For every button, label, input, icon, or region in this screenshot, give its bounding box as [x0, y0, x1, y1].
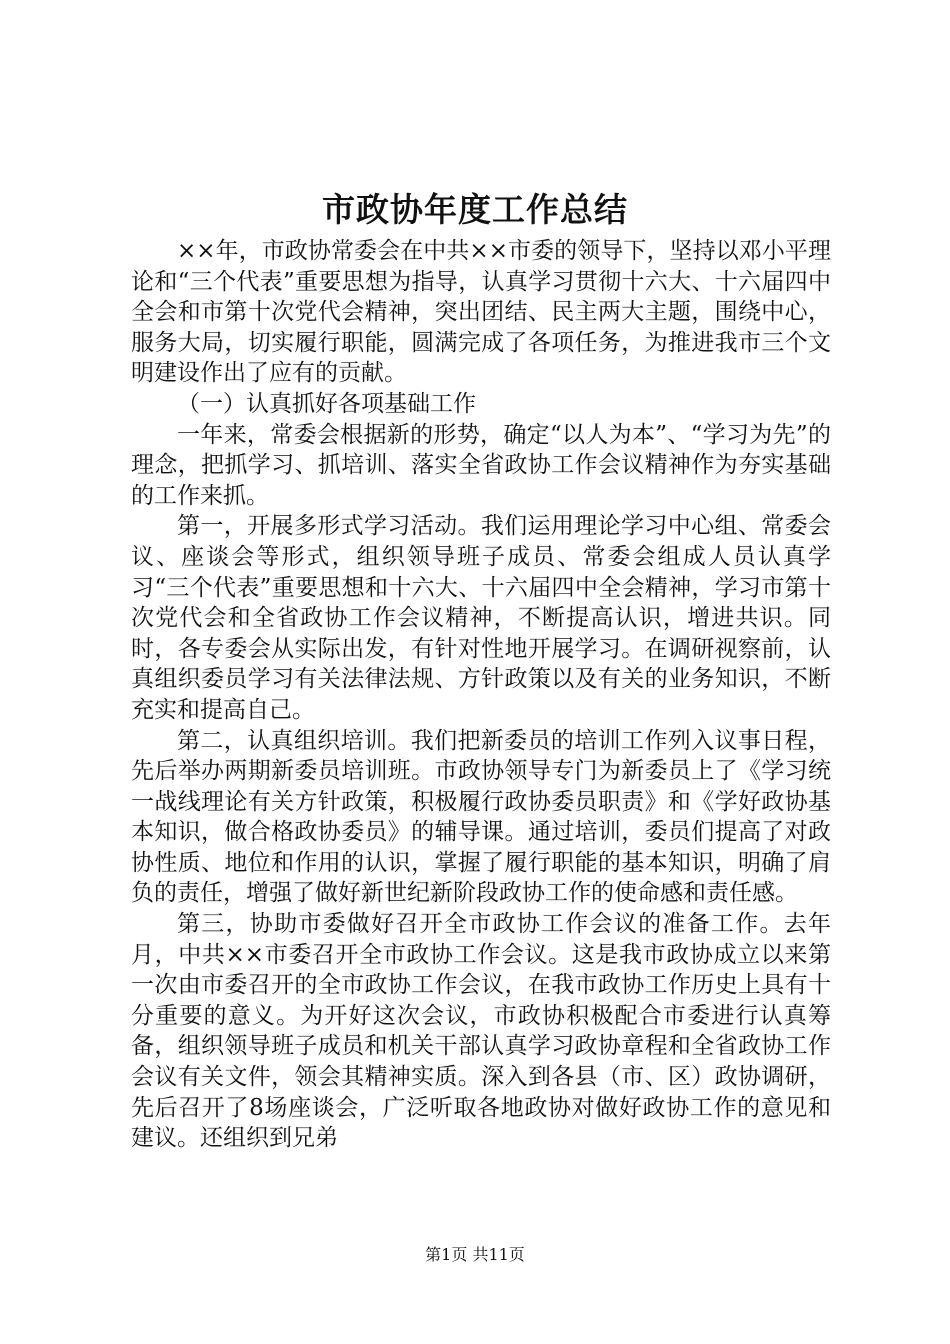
paragraph-third: 第三，协助市委做好召开全市政协工作会议的准备工作。去年月，中共××市委召开全市政协工作会议。这是我市政协成立以来第一次由市委召开的全市政协工作会议，在我市政协工作历史上具有十分重要的意义。为开好这次会议，市政协积极配合市委进行认真筹备，组织领导班子成员和机关干部认真学习政协章程和全省政协工作会议有关文件，领会其精神实质。深入到各县（市、区）政协调研，先后召开了8场座谈会，广泛听取各地政协对做好政协工作的意见和建议。还组织到兄弟 [131, 911, 831, 1152]
paragraph-first: 第一，开展多形式学习活动。我们运用理论学习中心组、常委会议、座谈会等形式，组织领导班子成员、常委会组成人员认真学习“三个代表”重要思想和十六大、十六届四中全会精神，学习市第十次党代会和全省政协工作会议精神，不断提高认识，增进共识。同时，各专委会从实际出发，有针对性地开展学习。在调研视察前，认真组织委员学习有关法律法规、方针政策以及有关的业务知识，不断充实和提高自己。 [131, 513, 831, 723]
page-number: 第1页 共11页 [425, 1245, 525, 1264]
document-title: 市政协年度工作总结 [322, 190, 628, 229]
paragraph-intro: ××年，市政协常委会在中共××市委的领导下，坚持以邓小平理论和“三个代表”重要思想为指导，认真学习贯彻十六大、十六届四中全会和市第十次党代会精神，突出团结、民主两大主题，围绕中心，服务大局，切实履行职能，圆满完成了各项任务，为推进我市三个文明建设作出了应有的贡献。 [131, 238, 831, 387]
paragraph-second: 第二，认真组织培训。我们把新委员的培训工作列入议事日程，先后举办两期新委员培训班。市政协领导专门为新委员上了《学习统一战线理论有关方针政策，积极履行政协委员职责》和《学好政协基本知识，做合格政协委员》的辅导课。通过培训，委员们提高了对政协性质、地位和作用的认识，掌握了履行职能的基本知识，明确了肩负的责任，增强了做好新世纪新阶段政协工作的使命感和责任感。 [131, 727, 831, 907]
document-body [131, 236, 831, 1154]
section-heading: （一）认真抓好各项基础工作 [177, 390, 476, 417]
paragraph-overview: 一年来，常委会根据新的形势，确定“以人为本”、“学习为先”的理念，把抓学习、抓培训、落实全省政协工作会议精神作为夯实基础的工作来抓。 [131, 421, 831, 509]
